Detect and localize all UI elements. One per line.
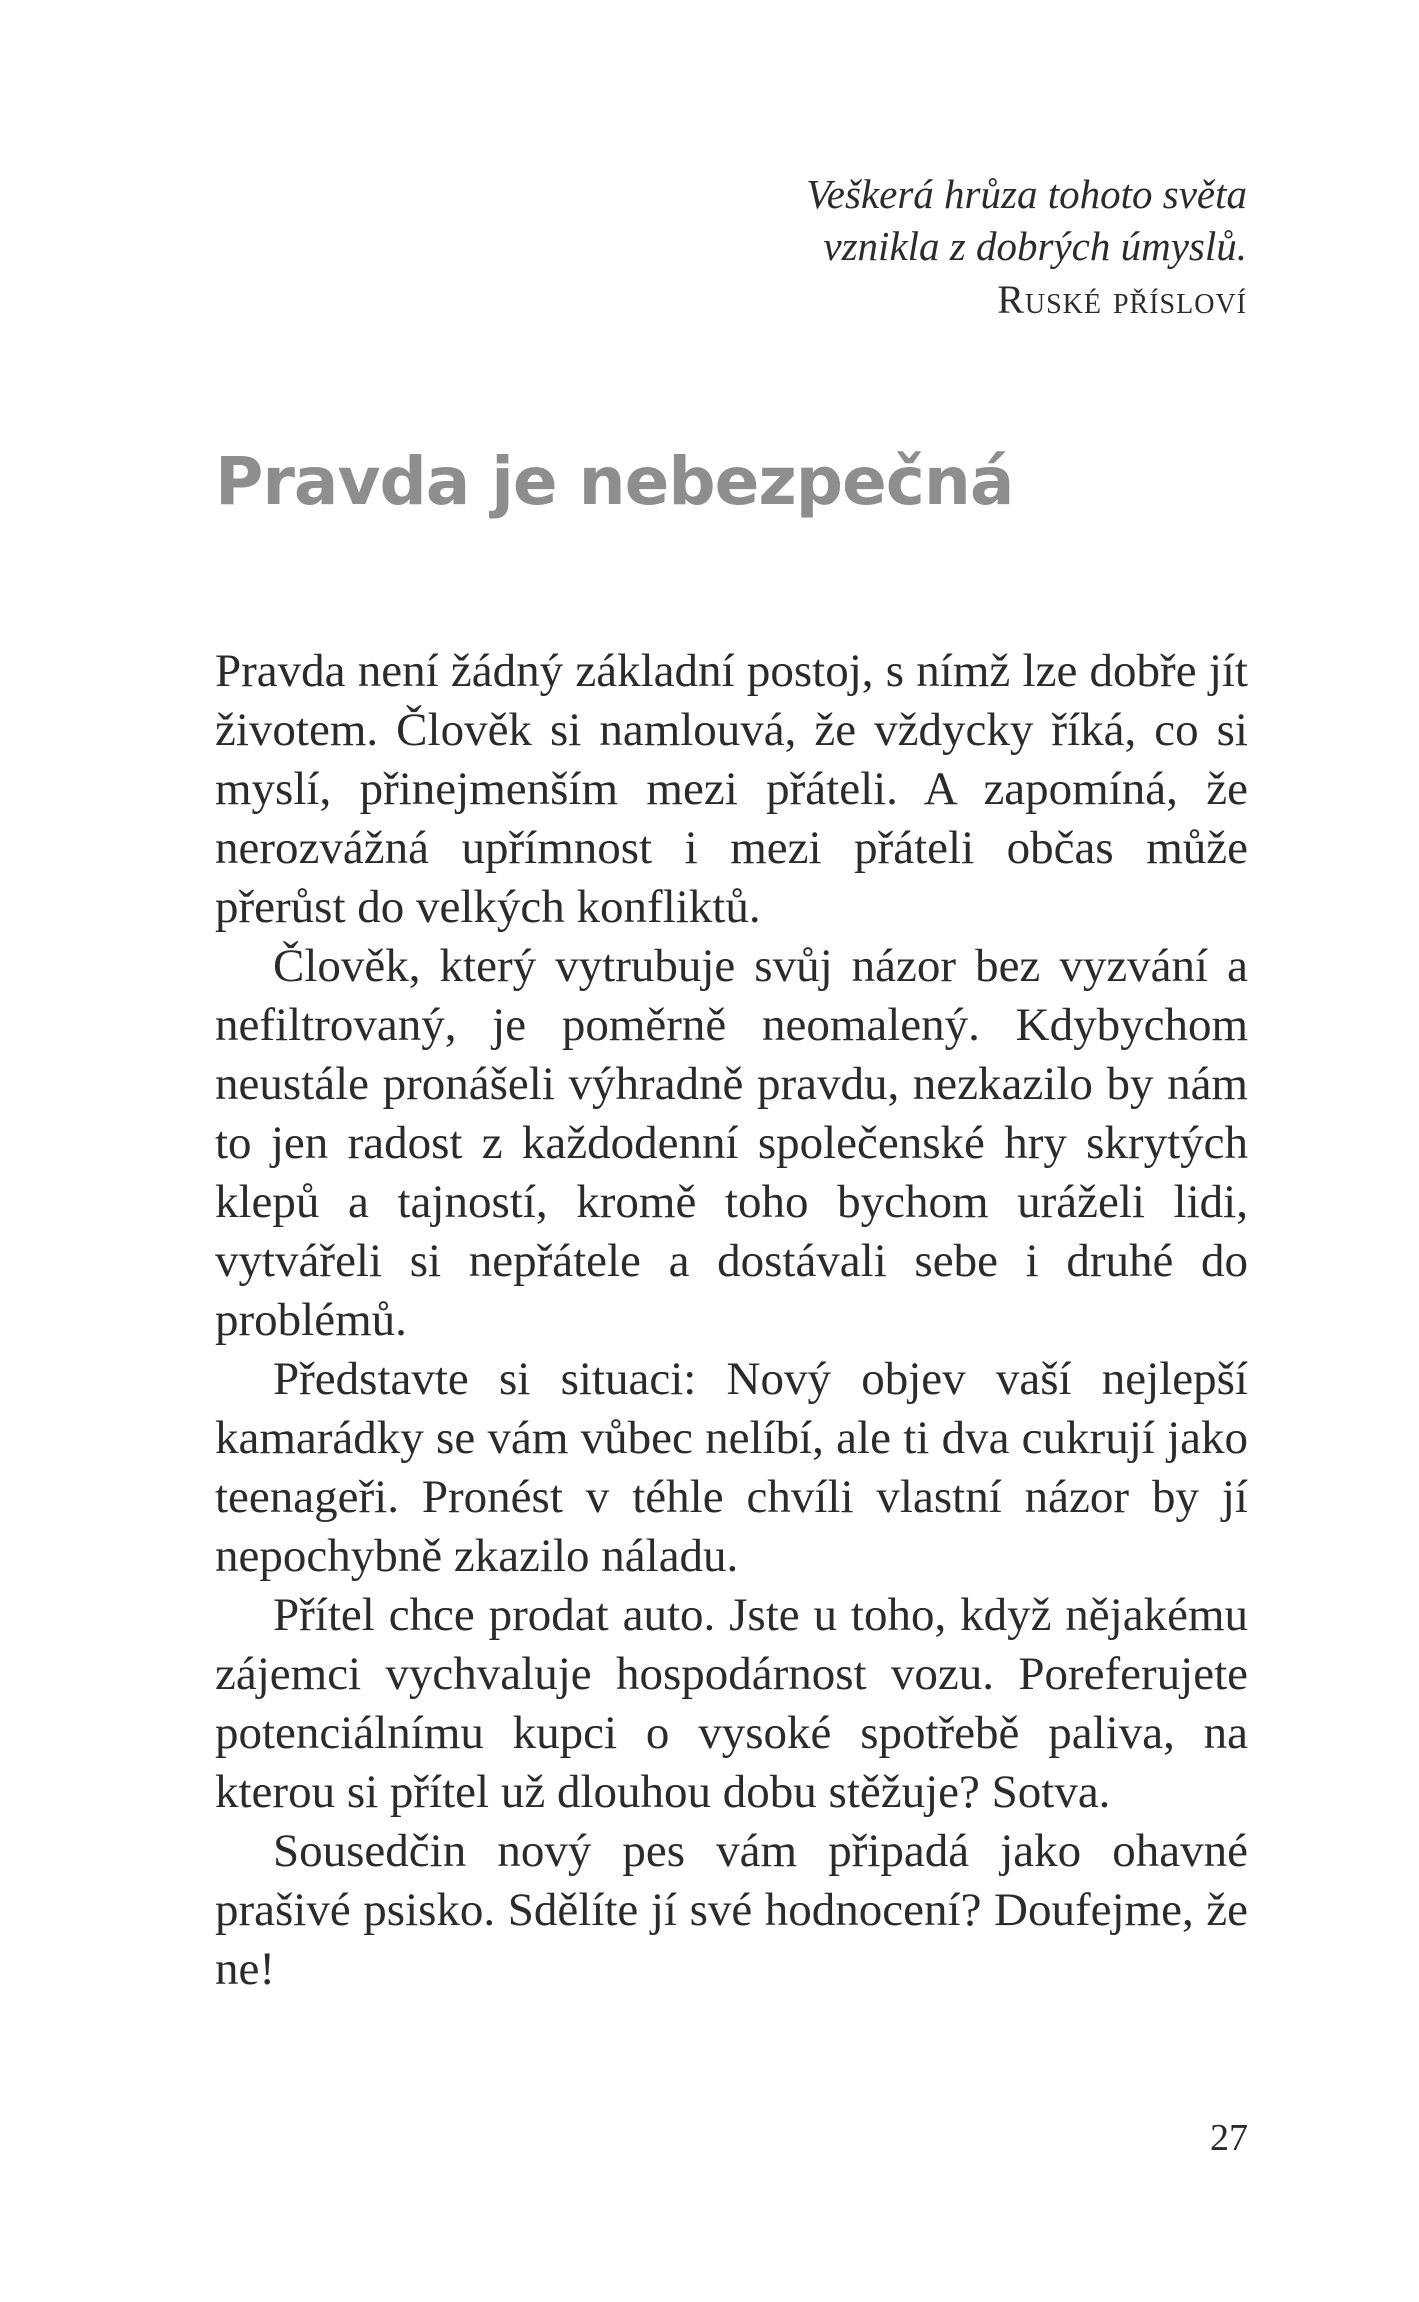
epigraph-source: Ruské přísloví bbox=[997, 277, 1247, 322]
body-text bbox=[215, 642, 1248, 1999]
epigraph-line-2: vznikla z dobrých úmyslů. bbox=[823, 223, 1247, 269]
epigraph bbox=[547, 168, 1247, 326]
page-number: 27 bbox=[1210, 2117, 1248, 2159]
epigraph-line-1: Veškerá hrůza tohoto světa bbox=[806, 171, 1247, 217]
paragraph-1: Pravda není žádný základní postoj, s nímž lze dobře jít životem. Člověk si namlouvá, že vždycky říká, co si myslí, přinejmenším mezi přáteli. A zapomíná, že nerozvážná upřímnost i mezi přáteli občas může přerůst do velkých konfliktů. bbox=[215, 645, 1248, 933]
chapter-title: Pravda je nebezpečná bbox=[215, 443, 1014, 520]
paragraph-3: Představte si situaci: Nový objev vaší nejlepší kamarádky se vám vůbec nelíbí, ale ti dva cukrují jako teenageři. Pronést v téhle chvíli vlastní názor by jí nepochybně zkazilo náladu. bbox=[215, 1353, 1248, 1582]
paragraph-5: Sousedčin nový pes vám připadá jako ohavné prašivé psisko. Sdělíte jí své hodnocení? Doufejme, že ne! bbox=[215, 1825, 1248, 1995]
paragraph-2: Člověk, který vytrubuje svůj názor bez vyzvání a nefiltrovaný, je poměrně neomalený. Kdybychom neustále pronášeli výhradně pravdu, nezkazilo by nám to jen radost z každodenní společenské hry skrytých klepů a tajností, kromě toho bychom uráželi lidi, vytvářeli si nepřátele a dostávali sebe i druhé do problémů. bbox=[215, 940, 1248, 1346]
paragraph-4: Přítel chce prodat auto. Jste u toho, když nějakému zájemci vychvaluje hospodárnost vozu. Poreferujete potenciálnímu kupci o vysoké spotřebě paliva, na kterou si přítel už dlouhou dobu stěžuje? Sotva. bbox=[215, 1589, 1248, 1818]
